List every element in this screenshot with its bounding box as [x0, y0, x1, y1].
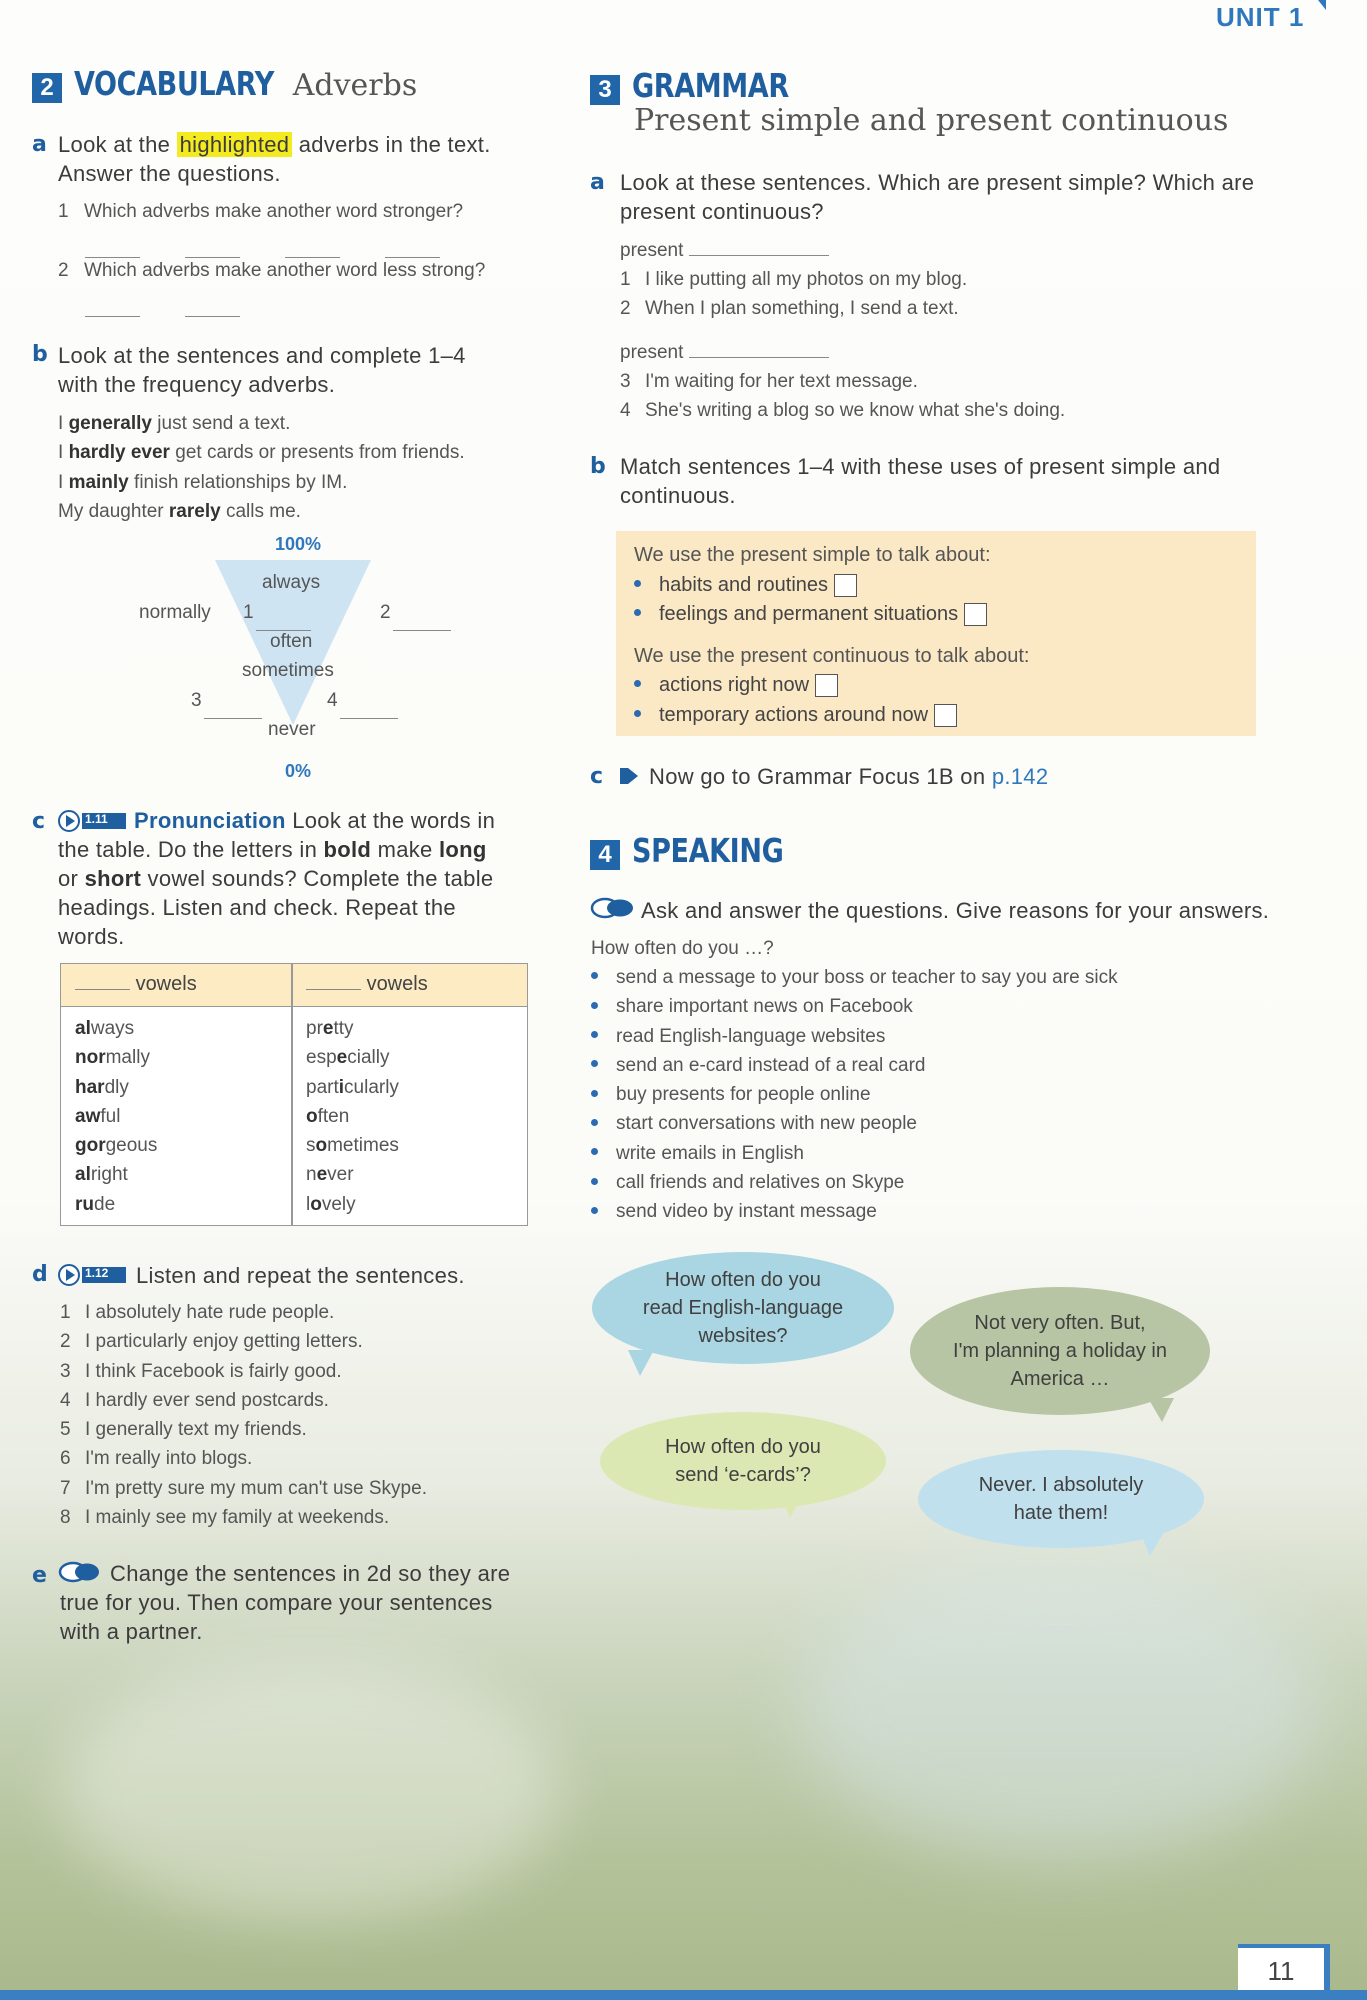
exercise-instruction: Listen and repeat the sentences.: [136, 1263, 465, 1288]
list-item: 1 I like putting all my photos on my blog.: [620, 269, 968, 290]
box-item: temporary actions around now: [634, 701, 1029, 731]
example-sentences: [58, 409, 465, 526]
list-item: 2 I particularly enjoy getting letters.: [60, 1331, 363, 1353]
bullet-icon: [591, 1031, 598, 1038]
table-header-right[interactable]: vowels: [306, 973, 428, 996]
exercise-instruction: Pronunciation Look at the words in the table. Do the letters in bold make long or short vowel sounds? Complete the table headings. Listen and check. Repeat the words.: [58, 808, 496, 949]
unit-corner-icon: [1318, 0, 1326, 10]
section-subtitle: Present simple and present continuous: [634, 103, 1229, 138]
answer-checkbox[interactable]: [934, 704, 957, 727]
table-cell: awful: [75, 1105, 121, 1127]
section-number: 3: [590, 75, 620, 105]
list-item: 4 I hardly ever send postcards.: [60, 1389, 329, 1411]
list-item: send video by instant message: [591, 1197, 1118, 1226]
question-number: 1: [58, 201, 69, 222]
table-cell: pretty: [306, 1018, 354, 1039]
table-cell: hardly: [75, 1076, 129, 1098]
bullet-icon: [591, 972, 598, 979]
scale-blank-number: 1: [243, 602, 254, 623]
section-title: VOCABULARY: [74, 64, 275, 103]
scale-blank-number: 2: [380, 602, 391, 623]
table-cell: never: [306, 1164, 354, 1186]
list-item: 3 I think Facebook is fairly good.: [60, 1360, 342, 1382]
list-item: write emails in English: [591, 1139, 1118, 1168]
scale-bottom-label: 0%: [285, 761, 312, 781]
list-item: share important news on Facebook: [591, 992, 1118, 1021]
audio-track: 1.12: [85, 1266, 109, 1280]
list-item: start conversations with new people: [591, 1109, 1118, 1138]
section-title: GRAMMAR: [632, 66, 790, 105]
example-sentence: I hardly ever get cards or presents from friends.: [58, 442, 465, 464]
sentence-list: [60, 1298, 427, 1532]
scale-word: sometimes: [242, 660, 334, 681]
question-text: Which adverbs make another word stronger?: [84, 201, 464, 222]
section-title: SPEAKING: [632, 831, 784, 870]
scale-top-label: 100%: [275, 534, 322, 554]
answer-checkbox[interactable]: [815, 674, 838, 697]
box-heading: We use the present simple to talk about:: [634, 544, 991, 566]
scale-word: never: [268, 719, 316, 740]
bullet-icon: [591, 1060, 598, 1067]
text: adverbs in the text.: [298, 132, 491, 157]
speech-bubble: How often do you send ‘e-cards’?: [600, 1412, 886, 1510]
question-list: [591, 963, 1118, 1227]
list-item: 2 When I plan something, I send a text.: [620, 298, 959, 320]
arrow-icon: [618, 766, 640, 791]
example-sentence: I mainly finish relationships by IM.: [58, 471, 348, 493]
bullet-icon: [591, 1148, 598, 1155]
grammar-heading: [590, 66, 824, 105]
list-item: 7 I'm pretty sure my mum can't use Skype.: [60, 1477, 427, 1499]
exercise-letter: c: [590, 764, 604, 789]
table-cell: rude: [75, 1193, 116, 1215]
list-item: call friends and relatives on Skype: [591, 1168, 1118, 1197]
speech-bubble: Never. I absolutely hate them!: [918, 1450, 1204, 1548]
exercise-instruction: Now go to Grammar Focus 1B on p.142: [649, 764, 1049, 789]
exercise-instruction: Change the sentences in 2d so they are true for you. Then compare your sentences with a partner.: [60, 1561, 511, 1644]
exercise-instruction: [58, 341, 466, 399]
exercise-instruction: Match sentences 1–4 with these uses of present simple and continuous.: [620, 454, 1221, 508]
question-2: [58, 256, 485, 285]
text: Look at the: [58, 132, 171, 157]
list-item: 3 I'm waiting for her text message.: [620, 371, 918, 392]
list-item: read English-language websites: [591, 1022, 1118, 1051]
exercise-letter: d: [32, 1262, 48, 1287]
list-item: 6 I'm really into blogs.: [60, 1448, 253, 1470]
highlighted-word: highlighted: [177, 132, 293, 157]
text: Look at the sentences and complete 1–4: [58, 343, 466, 368]
table-column-left: [75, 1014, 157, 1219]
section-number: 4: [590, 840, 620, 870]
bubble-tail: [780, 1494, 804, 1518]
bubble-tail: [1148, 1398, 1174, 1422]
exercise-letter: b: [32, 342, 48, 367]
scale-blank-number: 4: [327, 690, 338, 711]
bullet-icon: [591, 1090, 598, 1097]
table-column-right: [306, 1014, 399, 1219]
list-item: send an e-card instead of a real card: [591, 1051, 1118, 1080]
text: Look at the words in: [292, 808, 496, 833]
box-heading: We use the present continuous to talk about:: [634, 644, 1030, 667]
bullet-icon: [591, 1002, 598, 1009]
speech-bubbles-icon: [590, 897, 636, 924]
table-header-left[interactable]: vowels: [75, 973, 197, 996]
scale-word: always: [262, 572, 321, 593]
speaking-heading: [590, 831, 817, 870]
exercise-instruction: [58, 130, 558, 188]
exercise-letter: c: [32, 809, 46, 834]
box-item: habits and routines: [634, 571, 1029, 601]
bullet-icon: [634, 609, 641, 616]
answer-label: present: [620, 338, 829, 367]
table-divider: [291, 964, 293, 1225]
bottom-accent-bar: [0, 1990, 1367, 2000]
scale-blank-number: 3: [191, 690, 202, 711]
text: Answer the questions.: [58, 161, 281, 186]
speech-bubble: Not very often. But, I'm planning a holiday in America …: [910, 1287, 1210, 1415]
sentence-list: [620, 265, 967, 324]
table-cell: gorgeous: [75, 1135, 158, 1157]
list-item: 8 I mainly see my family at weekends.: [60, 1507, 390, 1529]
list-item: 1 I absolutely hate rude people.: [60, 1302, 335, 1323]
table-cell: often: [306, 1105, 350, 1127]
audio-track: 1.11: [85, 812, 108, 826]
example-sentence: My daughter rarely calls me.: [58, 500, 301, 522]
question-text: Which adverbs make another word less strong?: [84, 260, 486, 281]
table-cell: lovely: [306, 1193, 356, 1215]
table-cell: always: [75, 1018, 135, 1039]
text: with the frequency adverbs.: [58, 372, 336, 397]
answer-label: present: [620, 236, 829, 265]
list-item: 5 I generally text my friends.: [60, 1419, 307, 1441]
pronunciation-label: Pronunciation: [134, 808, 286, 833]
scale-word: normally: [139, 602, 211, 623]
question-number: 2: [58, 260, 69, 281]
box-item: actions right now: [634, 671, 1029, 701]
page-number: 11: [1238, 1944, 1330, 1994]
section-number: 2: [32, 73, 62, 103]
grammar-box: [616, 531, 1256, 736]
example-sentence: I generally just send a text.: [58, 413, 291, 434]
bullet-icon: [634, 710, 641, 717]
exercise-instruction: Look at these sentences. Which are present simple? Which are present continuous?: [620, 170, 1255, 224]
answer-checkbox[interactable]: [834, 574, 857, 597]
grammar-box-content: [634, 541, 1029, 730]
exercise-letter: b: [590, 454, 606, 479]
scale-word: often: [270, 631, 313, 652]
lead-question: How often do you …?: [591, 938, 774, 959]
table-cell: particularly: [306, 1076, 399, 1098]
bullet-icon: [591, 1119, 598, 1126]
bubble-tail: [628, 1350, 654, 1376]
list-item: buy presents for people online: [591, 1080, 1118, 1109]
scale-blank[interactable]: [204, 706, 262, 724]
table-cell: sometimes: [306, 1135, 399, 1157]
vocab-heading: [32, 64, 417, 103]
bullet-icon: [634, 580, 641, 587]
exercise-instruction: Ask and answer the questions. Give reasons for your answers.: [641, 898, 1270, 923]
table-cell: alright: [75, 1164, 128, 1186]
exercise-letter: e: [32, 1563, 47, 1588]
sentence-list: [620, 367, 1065, 426]
exercise-letter: a: [590, 170, 605, 195]
bullet-icon: [634, 680, 641, 687]
unit-label: UNIT 1: [1216, 2, 1305, 32]
bubble-tail: [1140, 1532, 1164, 1556]
page-link[interactable]: p.142: [991, 764, 1049, 789]
box-item: feelings and permanent situations: [634, 600, 1029, 630]
exercise-letter: a: [32, 132, 47, 157]
vowel-table: [60, 963, 528, 1226]
speech-bubble: How often do you read English-language websites?: [592, 1252, 894, 1364]
answer-checkbox[interactable]: [964, 603, 987, 626]
section-subtitle: Adverbs: [292, 68, 418, 103]
question-1: [58, 197, 463, 226]
scale-blank[interactable]: [340, 706, 398, 724]
list-item: send a message to your boss or teacher to say you are sick: [591, 963, 1118, 992]
table-cell: especially: [306, 1047, 390, 1069]
scale-blank[interactable]: [393, 618, 451, 636]
list-item: 4 She's writing a blog so we know what she's doing.: [620, 400, 1066, 422]
answer-lines[interactable]: [85, 304, 240, 322]
bullet-icon: [591, 1178, 598, 1185]
table-cell: normally: [75, 1047, 150, 1069]
bullet-icon: [591, 1207, 598, 1214]
